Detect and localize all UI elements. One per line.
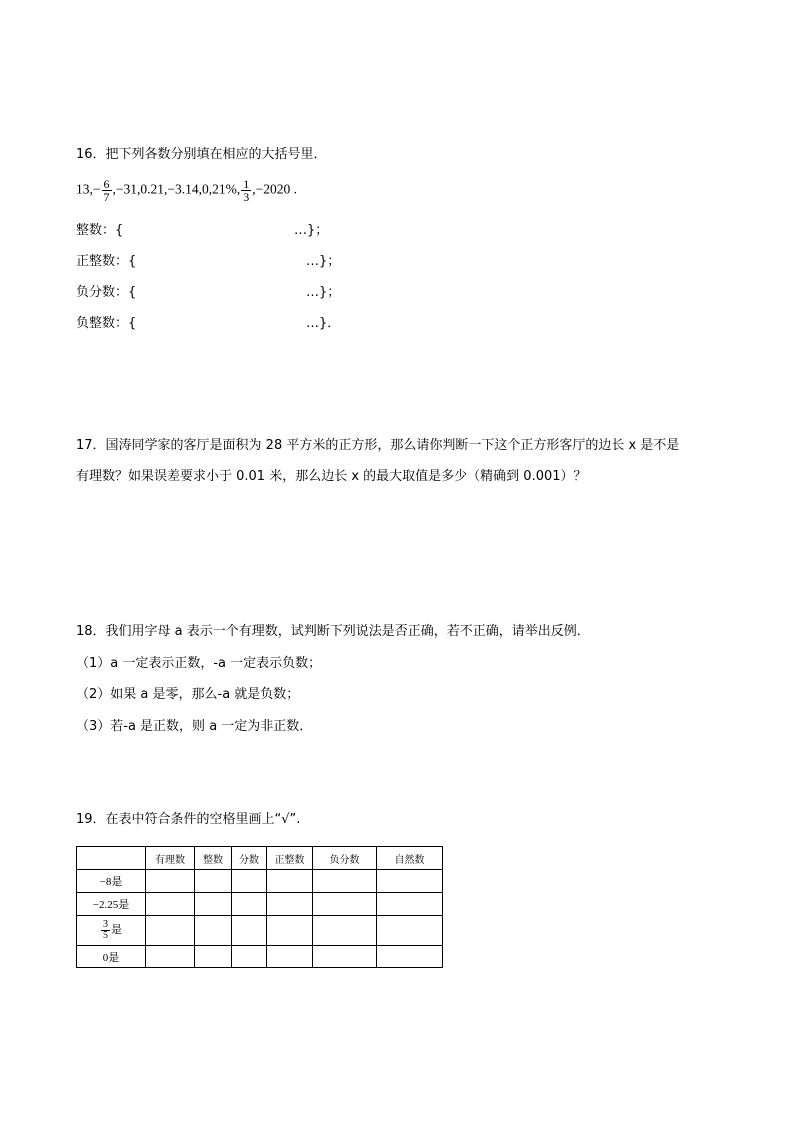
q19-table bbox=[76, 846, 443, 968]
q19-title: 19．在表中符合条件的空格里画上“√”. bbox=[76, 812, 301, 827]
table-header-row bbox=[77, 847, 443, 870]
q17-line1: 17．国涛同学家的客厅是面积为 28 平方米的正方形，那么请你判断一下这个正方形客厅的边长 x 是不是 bbox=[76, 438, 680, 453]
q16-negative-integers-answer[interactable] bbox=[76, 312, 346, 330]
table-row bbox=[77, 893, 443, 916]
answer-cell[interactable] bbox=[195, 893, 232, 916]
answer-cell[interactable] bbox=[377, 870, 443, 893]
header-cell-empty bbox=[77, 847, 146, 870]
category-end: …}． bbox=[306, 316, 341, 331]
answer-cell[interactable] bbox=[146, 946, 195, 968]
q16-positive-integers-answer[interactable] bbox=[76, 250, 346, 268]
header-positive-integer: 正整数 bbox=[267, 847, 313, 870]
answer-cell[interactable] bbox=[267, 870, 313, 893]
fraction-numerator: 6 bbox=[103, 177, 110, 191]
q18-item-1: （1）a 一定表示正数，-a 一定表示负数； bbox=[76, 656, 322, 671]
table-row bbox=[77, 916, 443, 946]
header-integer: 整数 bbox=[195, 847, 232, 870]
header-fraction: 分数 bbox=[232, 847, 267, 870]
q16-numbers-part1: 13, bbox=[76, 181, 93, 197]
answer-cell[interactable] bbox=[313, 946, 377, 968]
q16-minus-sign: − bbox=[92, 181, 101, 197]
fraction-denominator: 3 bbox=[243, 190, 250, 204]
fraction-denominator: 7 bbox=[103, 190, 110, 204]
header-rational: 有理数 bbox=[146, 847, 195, 870]
answer-cell[interactable] bbox=[313, 893, 377, 916]
fraction-denominator: 5 bbox=[103, 930, 108, 941]
answer-cell[interactable] bbox=[146, 893, 195, 916]
answer-cell[interactable] bbox=[267, 916, 313, 946]
answer-cell[interactable] bbox=[195, 870, 232, 893]
q18-item-3: （3）若-a 是正数，则 a 一定为非正数． bbox=[76, 719, 313, 734]
answer-cell[interactable] bbox=[232, 870, 267, 893]
q16-integers-answer[interactable] bbox=[76, 219, 336, 237]
answer-cell[interactable] bbox=[195, 946, 232, 968]
category-label: 正整数：{ bbox=[76, 254, 137, 269]
category-end: …}； bbox=[294, 223, 329, 238]
fraction-numerator: 3 bbox=[103, 919, 108, 930]
table-row bbox=[77, 870, 443, 893]
answer-cell[interactable] bbox=[267, 893, 313, 916]
answer-cell[interactable] bbox=[146, 870, 195, 893]
category-label: 负整数：{ bbox=[76, 316, 137, 331]
q16-fraction-six-sevenths bbox=[102, 178, 112, 203]
answer-cell[interactable] bbox=[377, 946, 443, 968]
q16-negative-fractions-answer[interactable] bbox=[76, 281, 346, 299]
category-end: …}； bbox=[306, 254, 341, 269]
q16-numbers-part2: ,−31,0.21,−3.14,0,21%, bbox=[112, 181, 241, 197]
answer-cell[interactable] bbox=[146, 916, 195, 946]
q17-line2: 有理数？如果误差要求小于 0.01 米，那么边长 x 的最大取值是多少（精确到 0.001）？ bbox=[76, 469, 587, 484]
row-label: 0是 bbox=[77, 946, 146, 968]
answer-cell[interactable] bbox=[232, 916, 267, 946]
row-label-suffix: 是 bbox=[111, 924, 122, 937]
answer-cell[interactable] bbox=[313, 916, 377, 946]
q18-item-2: （2）如果 a 是零，那么-a 就是负数； bbox=[76, 687, 300, 702]
answer-cell[interactable] bbox=[377, 893, 443, 916]
row-label bbox=[77, 916, 146, 946]
answer-cell[interactable] bbox=[232, 893, 267, 916]
answer-cell[interactable] bbox=[232, 946, 267, 968]
answer-cell[interactable] bbox=[267, 946, 313, 968]
category-label: 整数：{ bbox=[76, 223, 124, 238]
q16-fraction-one-third bbox=[241, 178, 251, 203]
fraction-three-fifths bbox=[101, 920, 110, 941]
q16-number-list bbox=[76, 178, 297, 203]
q16-title: 16．把下列各数分别填在相应的大括号里． bbox=[76, 147, 327, 162]
table-row bbox=[77, 946, 443, 968]
fraction-numerator: 1 bbox=[243, 177, 250, 191]
category-end: …}； bbox=[306, 285, 341, 300]
q18-title: 18．我们用字母 a 表示一个有理数，试判断下列说法是否正确，若不正确，请举出反例． bbox=[76, 624, 590, 639]
header-natural-number: 自然数 bbox=[377, 847, 443, 870]
category-label: 负分数：{ bbox=[76, 285, 137, 300]
answer-cell[interactable] bbox=[195, 916, 232, 946]
row-label: −2.25是 bbox=[77, 893, 146, 916]
header-negative-fraction: 负分数 bbox=[313, 847, 377, 870]
answer-cell[interactable] bbox=[313, 870, 377, 893]
row-label: −8是 bbox=[77, 870, 146, 893]
answer-cell[interactable] bbox=[377, 916, 443, 946]
q16-numbers-part3: ,−2020 . bbox=[252, 181, 297, 197]
